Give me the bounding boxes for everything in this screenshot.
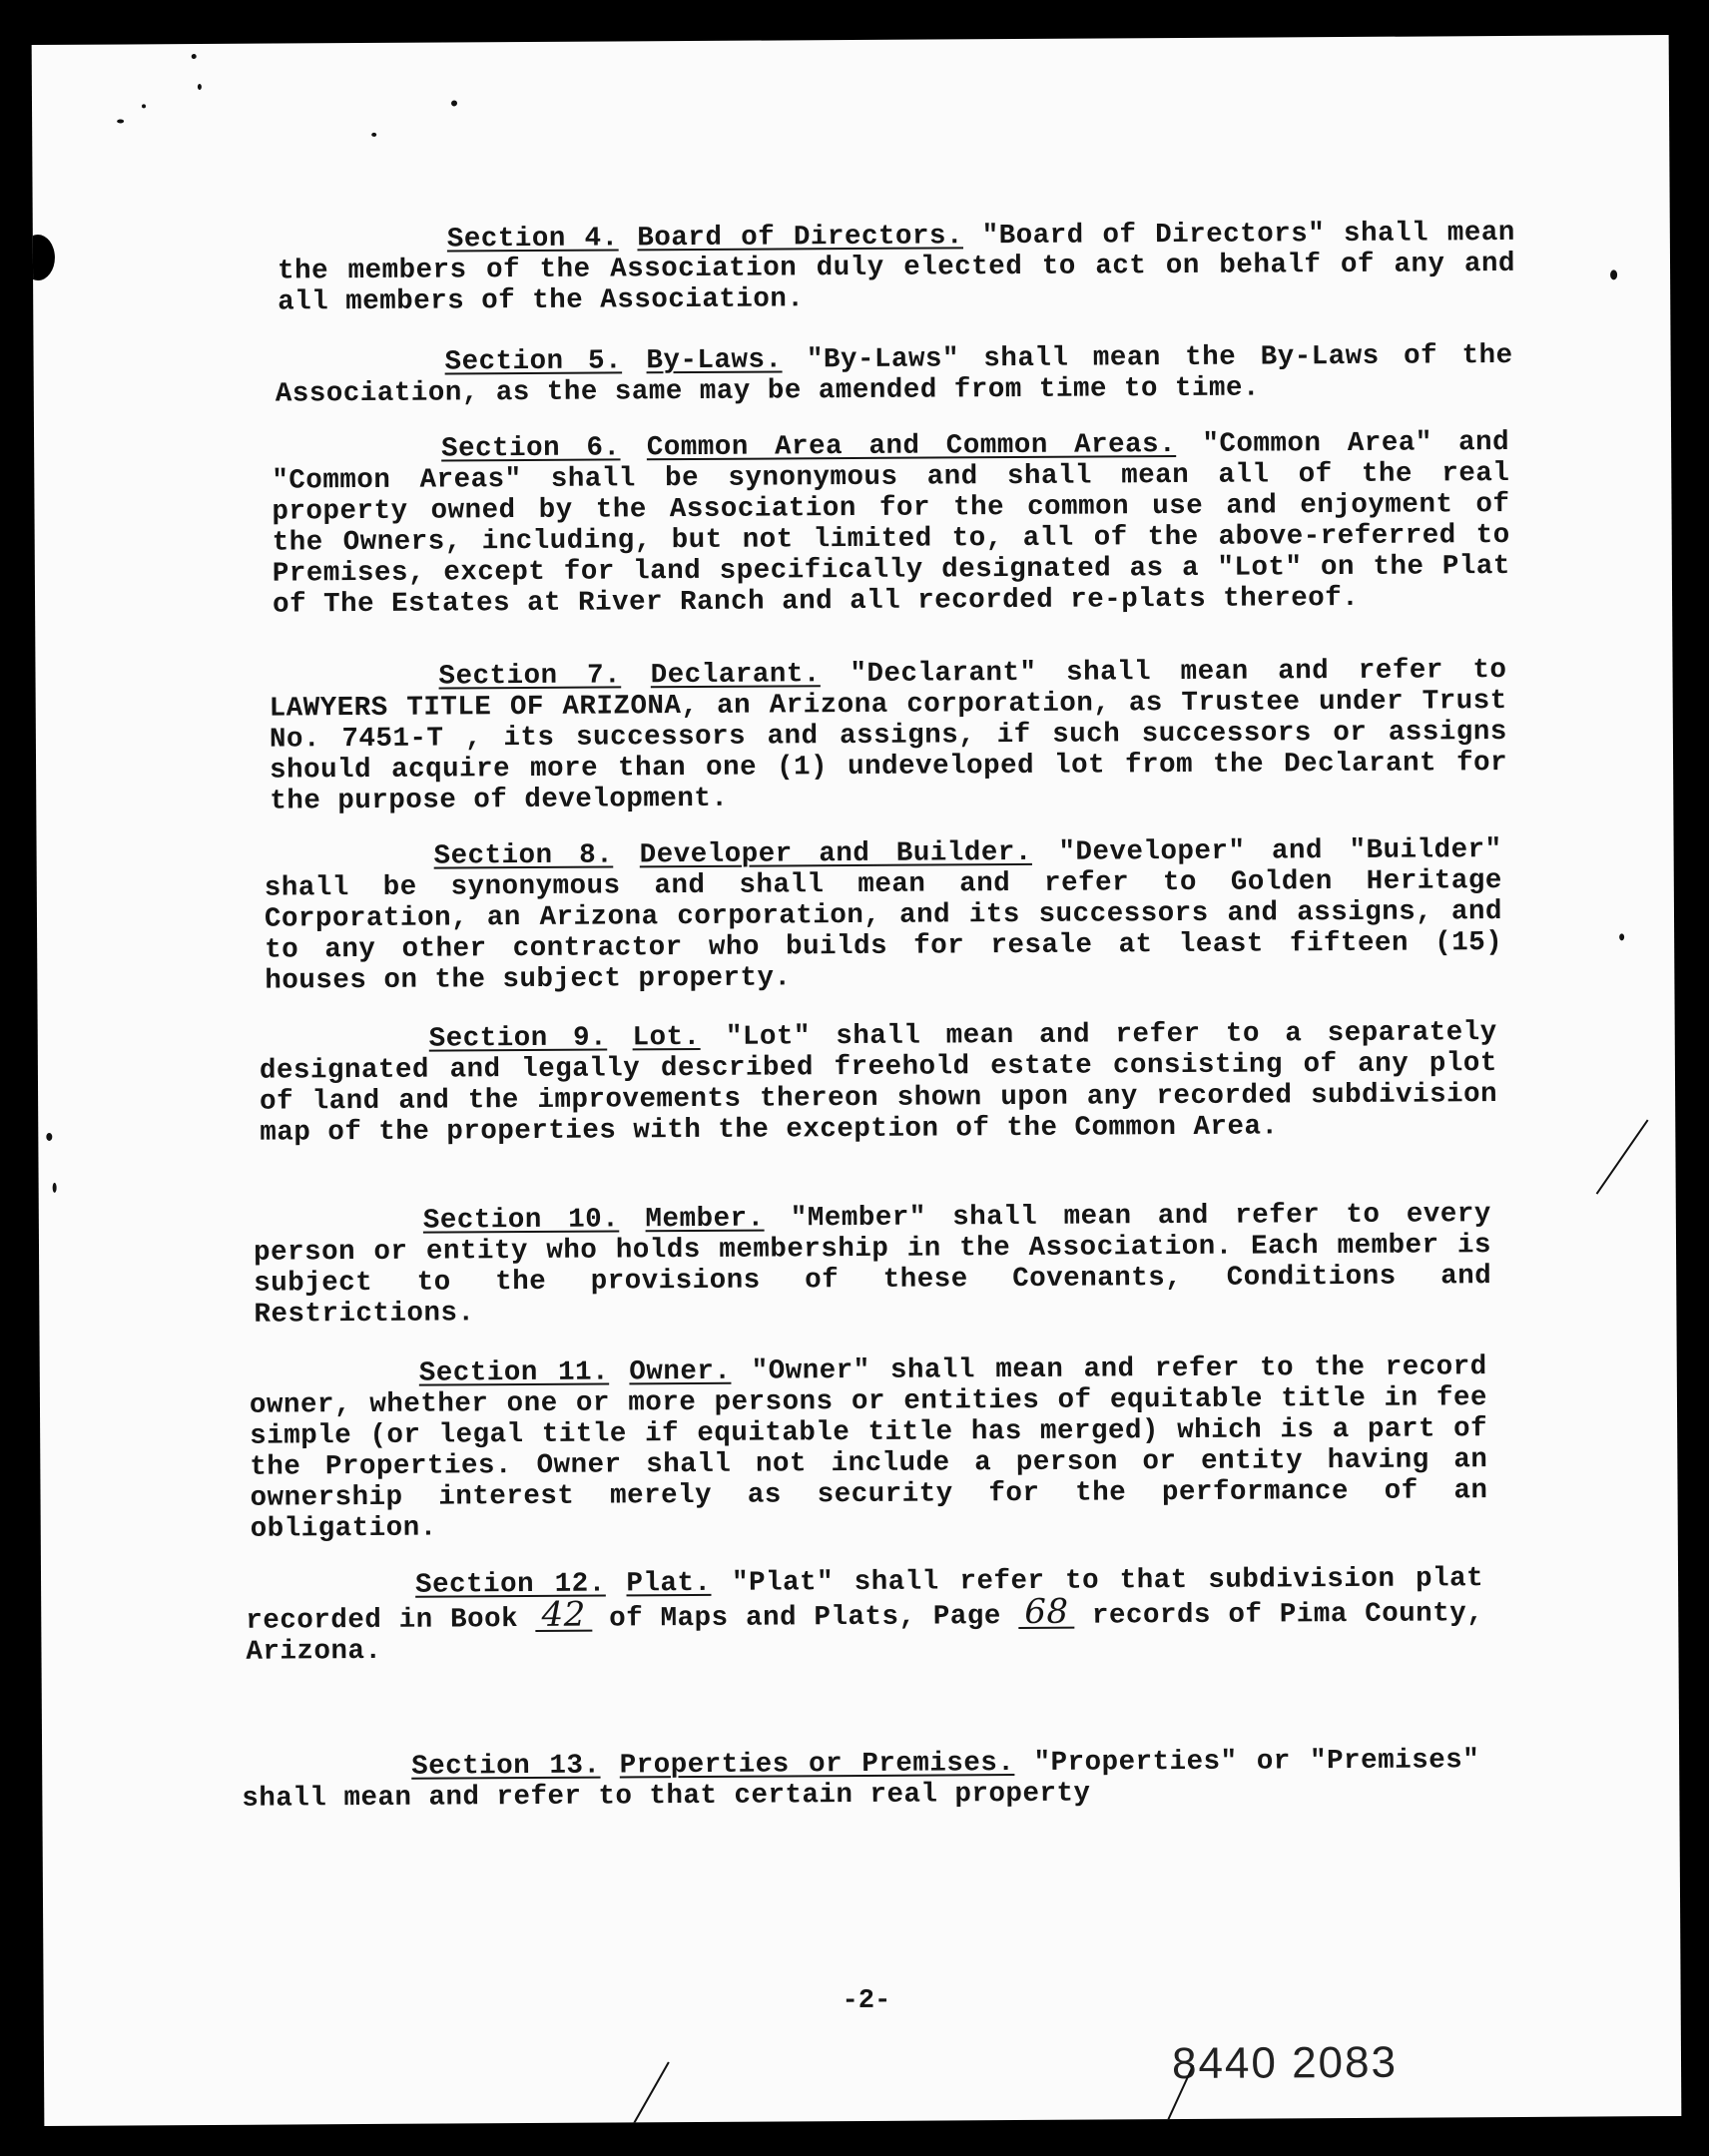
section-heading: Section 13.: [411, 1750, 601, 1783]
scan-speck: [192, 54, 197, 59]
section-title: Declarant.: [650, 659, 821, 692]
section-body: "Developer" and "Builder" shall be synonymous and shall mean and refer to Golden Heritage Corporation, an Arizona corporation, and its successors and assigns, and to any other contractor who builds for resale at least fifteen (15) houses on the subject property.: [264, 834, 1503, 997]
section-6: [272, 427, 1510, 621]
section-11: [250, 1351, 1488, 1545]
document-page: [32, 35, 1682, 2126]
section-body: of Maps and Plats, Page: [609, 1601, 1002, 1635]
scan-speck: [117, 119, 124, 123]
section-title: Lot.: [632, 1021, 701, 1054]
section-body: "Member" shall mean and refer to every person or entity who holds membership in the Association. Each member is subject to the provisions of these Covenants, Conditions and Restrictions.: [253, 1199, 1492, 1331]
section-heading: Section 12.: [414, 1568, 606, 1601]
scan-speck: [1610, 270, 1617, 279]
section-heading: Section 4.: [446, 223, 619, 256]
scan-speck: [46, 1133, 52, 1141]
section-heading: Section 10.: [422, 1204, 620, 1237]
section-body: records of Pima County, Arizona.: [246, 1598, 1484, 1668]
scan-speck: [198, 84, 202, 90]
section-title: By-Laws.: [646, 344, 783, 377]
section-heading: Section 6.: [441, 432, 621, 465]
section-9: [260, 1017, 1498, 1149]
section-heading: Section 11.: [418, 1356, 610, 1389]
section-title: Member.: [645, 1203, 765, 1236]
section-body: "Board of Directors" shall mean the members of the Association duly elected to act on behalf of any and all members of the Association.: [277, 217, 1516, 318]
section-heading: Section 7.: [438, 660, 622, 693]
section-body: "Common Area" and "Common Areas" shall be synonymous and shall mean all of the real property owned by the Association for the common use and enjoyment of the Owners, including, but not limited to, all of the above-referred to Premises, except for land specifically designated as a "Lot" on the Plat of The Estates at River Ranch and all recorded re-plats thereof.: [272, 426, 1510, 621]
section-body: "Owner" shall mean and refer to the record owner, whether one or more persons or entities of equitable title in fee simple (or legal title if equitable title has merged) which is a part of the Properties. Owner shall not include a person or entity having an ownership interest merely as security for the performance of an obligation.: [249, 1351, 1488, 1545]
section-12: [246, 1563, 1484, 1668]
section-title: Owner.: [629, 1355, 732, 1388]
scan-speck: [371, 133, 376, 137]
scan-scratch: [1596, 1119, 1649, 1194]
section-body: "Declarant" shall mean and refer to LAWYERS TITLE OF ARIZONA, an Arizona corporation, as Trustee under Trust No. 7451-T , its successors and assigns, if such successors or assigns should acquire more than one (1) undeveloped lot from the Declarant for the purpose of development.: [269, 655, 1508, 817]
section-title: Developer and Builder.: [639, 836, 1032, 871]
section-13: [242, 1745, 1479, 1815]
scan-speck: [142, 104, 146, 108]
section-heading: Section 8.: [433, 839, 614, 872]
section-heading: Section 9.: [428, 1022, 608, 1055]
section-4: [278, 218, 1516, 318]
book-number-handwritten: 42: [535, 1600, 591, 1632]
scan-speck: [53, 1183, 57, 1193]
section-body: "By-Laws" shall mean the By-Laws of the Association, as the same may be amended from time to time.: [275, 339, 1513, 410]
section-title: Plat.: [626, 1567, 712, 1600]
scan-scratch: [633, 2062, 669, 2124]
section-body: "Plat" shall refer to that subdivision plat recorded in Book: [246, 1563, 1484, 1637]
section-title: Common Area and Common Areas.: [646, 429, 1177, 464]
scan-blotch: [32, 235, 55, 280]
section-title: Properties or Premises.: [619, 1748, 1015, 1782]
section-body: "Properties" or "Premises" shall mean and refer to that certain real property: [242, 1745, 1480, 1815]
page-number-handwritten: 68: [1018, 1597, 1074, 1629]
section-5: [276, 340, 1513, 410]
section-heading: Section 5.: [444, 345, 623, 378]
section-title: Board of Directors.: [637, 221, 964, 255]
section-10: [254, 1199, 1492, 1331]
scan-speck: [451, 100, 457, 106]
section-7: [269, 655, 1507, 817]
section-body: "Lot" shall mean and refer to a separately designated and legally described freehold estate consisting of any plot of land and the improvements thereon shown upon any recorded subdivision map of the properties with the exception of the Common Area.: [259, 1017, 1498, 1149]
page-number: -2-: [842, 1985, 891, 2017]
record-number: 8440 2083: [1171, 2037, 1399, 2089]
scan-speck: [1619, 933, 1624, 940]
section-8: [265, 834, 1503, 997]
